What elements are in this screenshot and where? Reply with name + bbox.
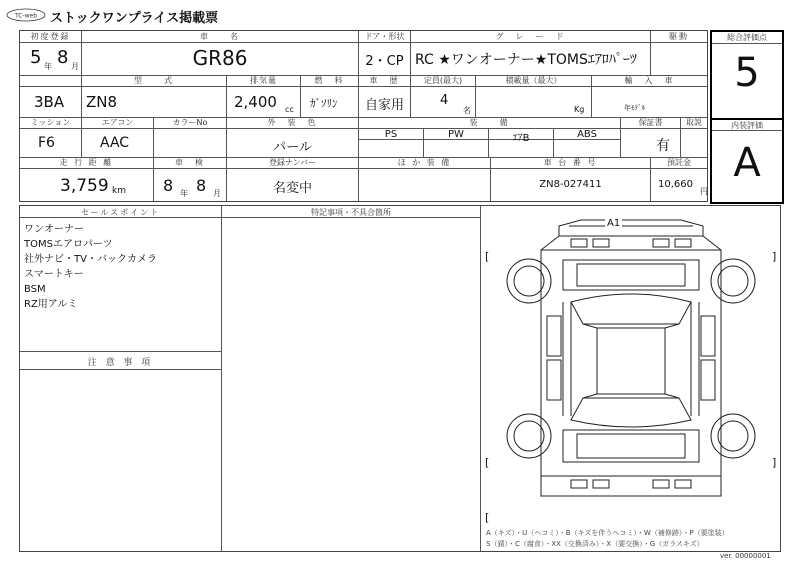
- fuel-label: 燃 料: [314, 76, 345, 85]
- equipment-item: ｴｱB: [512, 133, 530, 144]
- capacity: 4: [440, 93, 449, 108]
- load-unit: Kg: [574, 105, 585, 114]
- model-prefix: 3BA: [34, 93, 65, 111]
- model-label: 型 式: [134, 76, 174, 85]
- bracket-close: ]: [772, 456, 777, 469]
- overall-score-label: 総合評価点: [727, 33, 767, 42]
- chassis-number: ZN8-027411: [539, 179, 602, 190]
- remarks-label: 特記事項・不具合箇所: [311, 208, 391, 217]
- inspection-month: 8: [196, 176, 207, 195]
- exterior-color: パール: [273, 140, 312, 155]
- color-no-label: カラーNo: [172, 118, 208, 127]
- inspection-label: 車 検: [175, 158, 205, 167]
- warranty-label: 保証書: [638, 118, 663, 127]
- list-item: TOMSエアロパーツ: [24, 239, 113, 250]
- version-label: ver. 00000001: [720, 552, 771, 560]
- equipment-item: PS: [384, 129, 398, 140]
- deposit: 10,660: [658, 179, 693, 190]
- car-condition-diagram: [481, 206, 780, 551]
- equipment-label: 装 備: [469, 118, 510, 127]
- notes-label: 注 意 事 項: [87, 358, 154, 368]
- displacement-unit: cc: [285, 105, 294, 114]
- list-item: スマートキー: [24, 269, 84, 280]
- history-label: 車 歴: [369, 76, 400, 85]
- drive-label: 駆動: [669, 32, 689, 41]
- exterior-label: 外 装 色: [267, 118, 318, 127]
- tc-web-logo: [6, 8, 46, 22]
- first-reg-month: 8: [57, 47, 69, 68]
- first-reg-month-unit: 月: [71, 62, 79, 71]
- mileage: 3,759: [60, 176, 109, 196]
- first-reg-year-unit: 年: [44, 62, 52, 71]
- damage-mark: A1: [607, 218, 621, 229]
- vehicle-info-sheet: [19, 30, 708, 202]
- other-equipment-label: ほ か 装 備: [397, 158, 452, 167]
- displacement: 2,400: [234, 93, 277, 111]
- interior-score-label: 内装評価: [731, 121, 763, 130]
- car-name: GR86: [192, 46, 248, 70]
- aircon-label: エアコン: [101, 118, 134, 127]
- list-item: 社外ナビ・TV・バックカメラ: [24, 254, 157, 265]
- car-name-label: 車 名: [200, 32, 240, 41]
- capacity-unit: 名: [463, 106, 471, 115]
- door-label: ドア・形状: [364, 32, 405, 41]
- plate: 名変中: [272, 181, 312, 196]
- list-item: ワンオーナー: [24, 224, 84, 235]
- mission-label: ミッション: [30, 118, 71, 127]
- mileage-label: 走 行 距 離: [59, 158, 114, 167]
- inspection-year-unit: 年: [180, 189, 188, 198]
- first-reg-year: 5: [30, 47, 42, 68]
- deposit-unit: 円: [700, 187, 708, 196]
- fuel: ｶﾞｿﾘﾝ: [310, 97, 338, 110]
- displacement-label: 排気量: [250, 76, 277, 85]
- model: ZN8: [86, 93, 118, 111]
- deposit-label: 預託金: [667, 158, 691, 167]
- capacity-label: 定員(最大): [423, 76, 463, 85]
- warranty: 有: [656, 138, 670, 154]
- door-shape: 2・CP: [365, 54, 404, 69]
- legend-line: S（錆）・C（腐食）・XX（交換済み）・X（要交換）・G（ガラスキズ）: [486, 540, 704, 548]
- chassis-label: 車 台 番 号: [543, 158, 598, 167]
- load-label: 積載量（最大）: [505, 76, 562, 85]
- lower-section: [19, 205, 781, 552]
- import-unit: 年ﾓﾃﾞﾙ: [624, 104, 645, 112]
- interior-score: A: [733, 140, 761, 186]
- mission: F6: [38, 135, 55, 151]
- bracket-close: ]: [772, 250, 777, 263]
- inspection-year: 8: [163, 176, 174, 195]
- bracket-open: [: [485, 250, 490, 263]
- inspection-month-unit: 月: [213, 189, 221, 198]
- grade-label: グ レ ー ド: [495, 32, 566, 41]
- overall-score: 5: [734, 50, 760, 96]
- svg-text:TC-web: TC-web: [14, 12, 38, 20]
- page-title: ストックワンプライス掲載票: [50, 11, 219, 26]
- list-item: RZ用アルミ: [24, 299, 78, 310]
- legend-line: A（キズ）・U（ヘコミ）・B（キズを伴うヘコミ）・W（補修跡）・P（要塗装）: [486, 529, 729, 537]
- manual-label: 取説: [686, 118, 702, 127]
- history: 自家用: [364, 98, 404, 113]
- plate-label: 登録ナンバー: [268, 158, 317, 167]
- equipment-item: PW: [448, 129, 464, 140]
- aircon: AAC: [100, 135, 130, 151]
- list-item: BSM: [24, 284, 46, 295]
- first-reg-label: 初度登録: [30, 32, 71, 41]
- bracket-open: [: [485, 456, 490, 469]
- sales-points-label: セールスポイント: [80, 208, 161, 217]
- bracket-open: [: [485, 511, 490, 524]
- grade: RC ★ワンオーナー★TOMSｴｱﾛﾊﾟｰﾂ: [415, 52, 637, 68]
- mileage-unit: km: [112, 186, 126, 196]
- sales-points-list: [24, 222, 157, 312]
- score-panel: [710, 30, 784, 204]
- equipment-item: ABS: [577, 129, 597, 140]
- import-label: 輸 入 車: [624, 76, 675, 85]
